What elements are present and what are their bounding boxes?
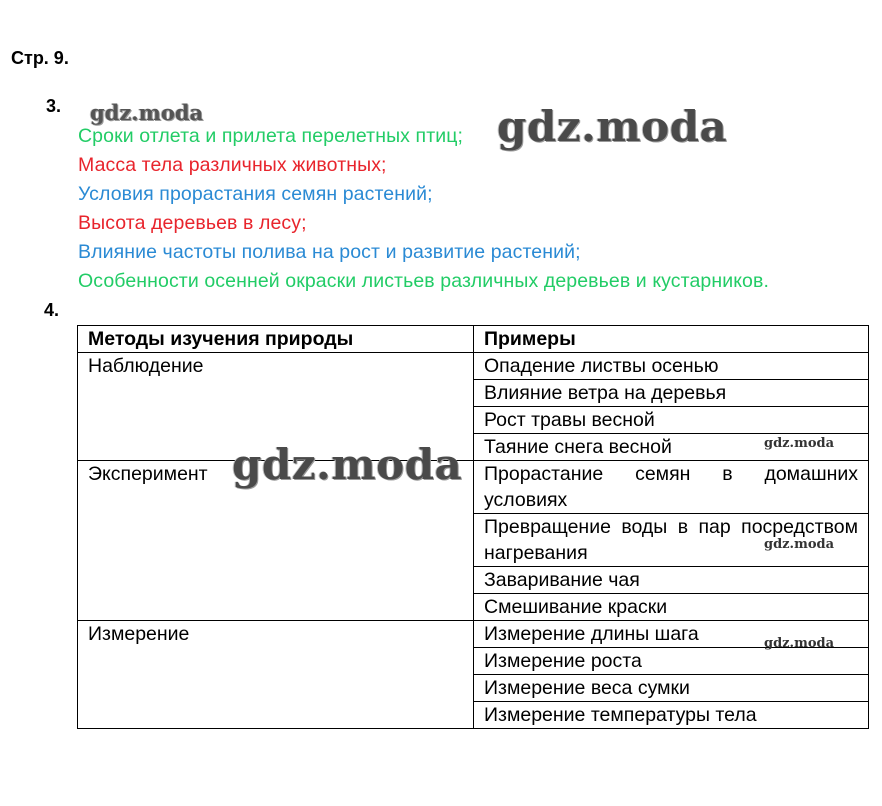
watermark: gdz.moda <box>764 537 835 552</box>
example-cell: Влияние ветра на деревья <box>474 380 869 407</box>
page-number: Стр. 9. <box>11 48 69 68</box>
watermark: gdz.moda <box>90 100 204 125</box>
example-cell: Рост травы весной <box>474 407 869 434</box>
example-cell: Измерение веса сумки <box>474 675 869 702</box>
table-header-row <box>78 326 869 353</box>
table-row <box>78 353 869 380</box>
task-4-number: 4. <box>44 300 60 320</box>
column-header-methods: Методы изучения природы <box>78 326 474 353</box>
answer-item: Масса тела различных животных; <box>78 154 387 176</box>
example-cell: Смешивание краски <box>474 594 869 621</box>
answer-item: Особенности осенней окраски листьев различных деревьев и кустарников. <box>78 270 769 292</box>
example-cell: Превращение воды в пар посредством нагревания <box>474 514 869 567</box>
watermark: gdz.moda <box>232 440 463 489</box>
watermark: gdz.moda <box>764 636 835 651</box>
watermark: gdz.moda <box>497 102 728 151</box>
task-3-answer-list <box>78 122 769 296</box>
watermark: gdz.moda <box>764 436 835 451</box>
example-cell: Заваривание чая <box>474 567 869 594</box>
method-cell-experiment: Эксперимент <box>78 461 474 621</box>
methods-table <box>77 325 869 729</box>
method-cell-measurement: Измерение <box>78 621 474 729</box>
table-row <box>78 621 869 648</box>
answer-item: Условия прорастания семян растений; <box>78 183 433 205</box>
answer-item: Влияние частоты полива на рост и развитие растений; <box>78 241 581 263</box>
column-header-examples: Примеры <box>474 326 869 353</box>
example-cell: Измерение роста <box>474 648 869 675</box>
example-cell: Измерение длины шага <box>474 621 869 648</box>
method-cell-observation: Наблюдение <box>78 353 474 461</box>
example-cell: Опадение листвы осенью <box>474 353 869 380</box>
answer-item: Высота деревьев в лесу; <box>78 212 307 234</box>
task-3-number: 3. <box>46 96 62 116</box>
table-row <box>78 461 869 514</box>
example-cell: Прорастание семян в домашних условиях <box>474 461 869 514</box>
example-cell: Таяние снега весной <box>474 434 869 461</box>
example-cell: Измерение температуры тела <box>474 702 869 729</box>
answer-item: Сроки отлета и прилета перелетных птиц; <box>78 125 464 147</box>
